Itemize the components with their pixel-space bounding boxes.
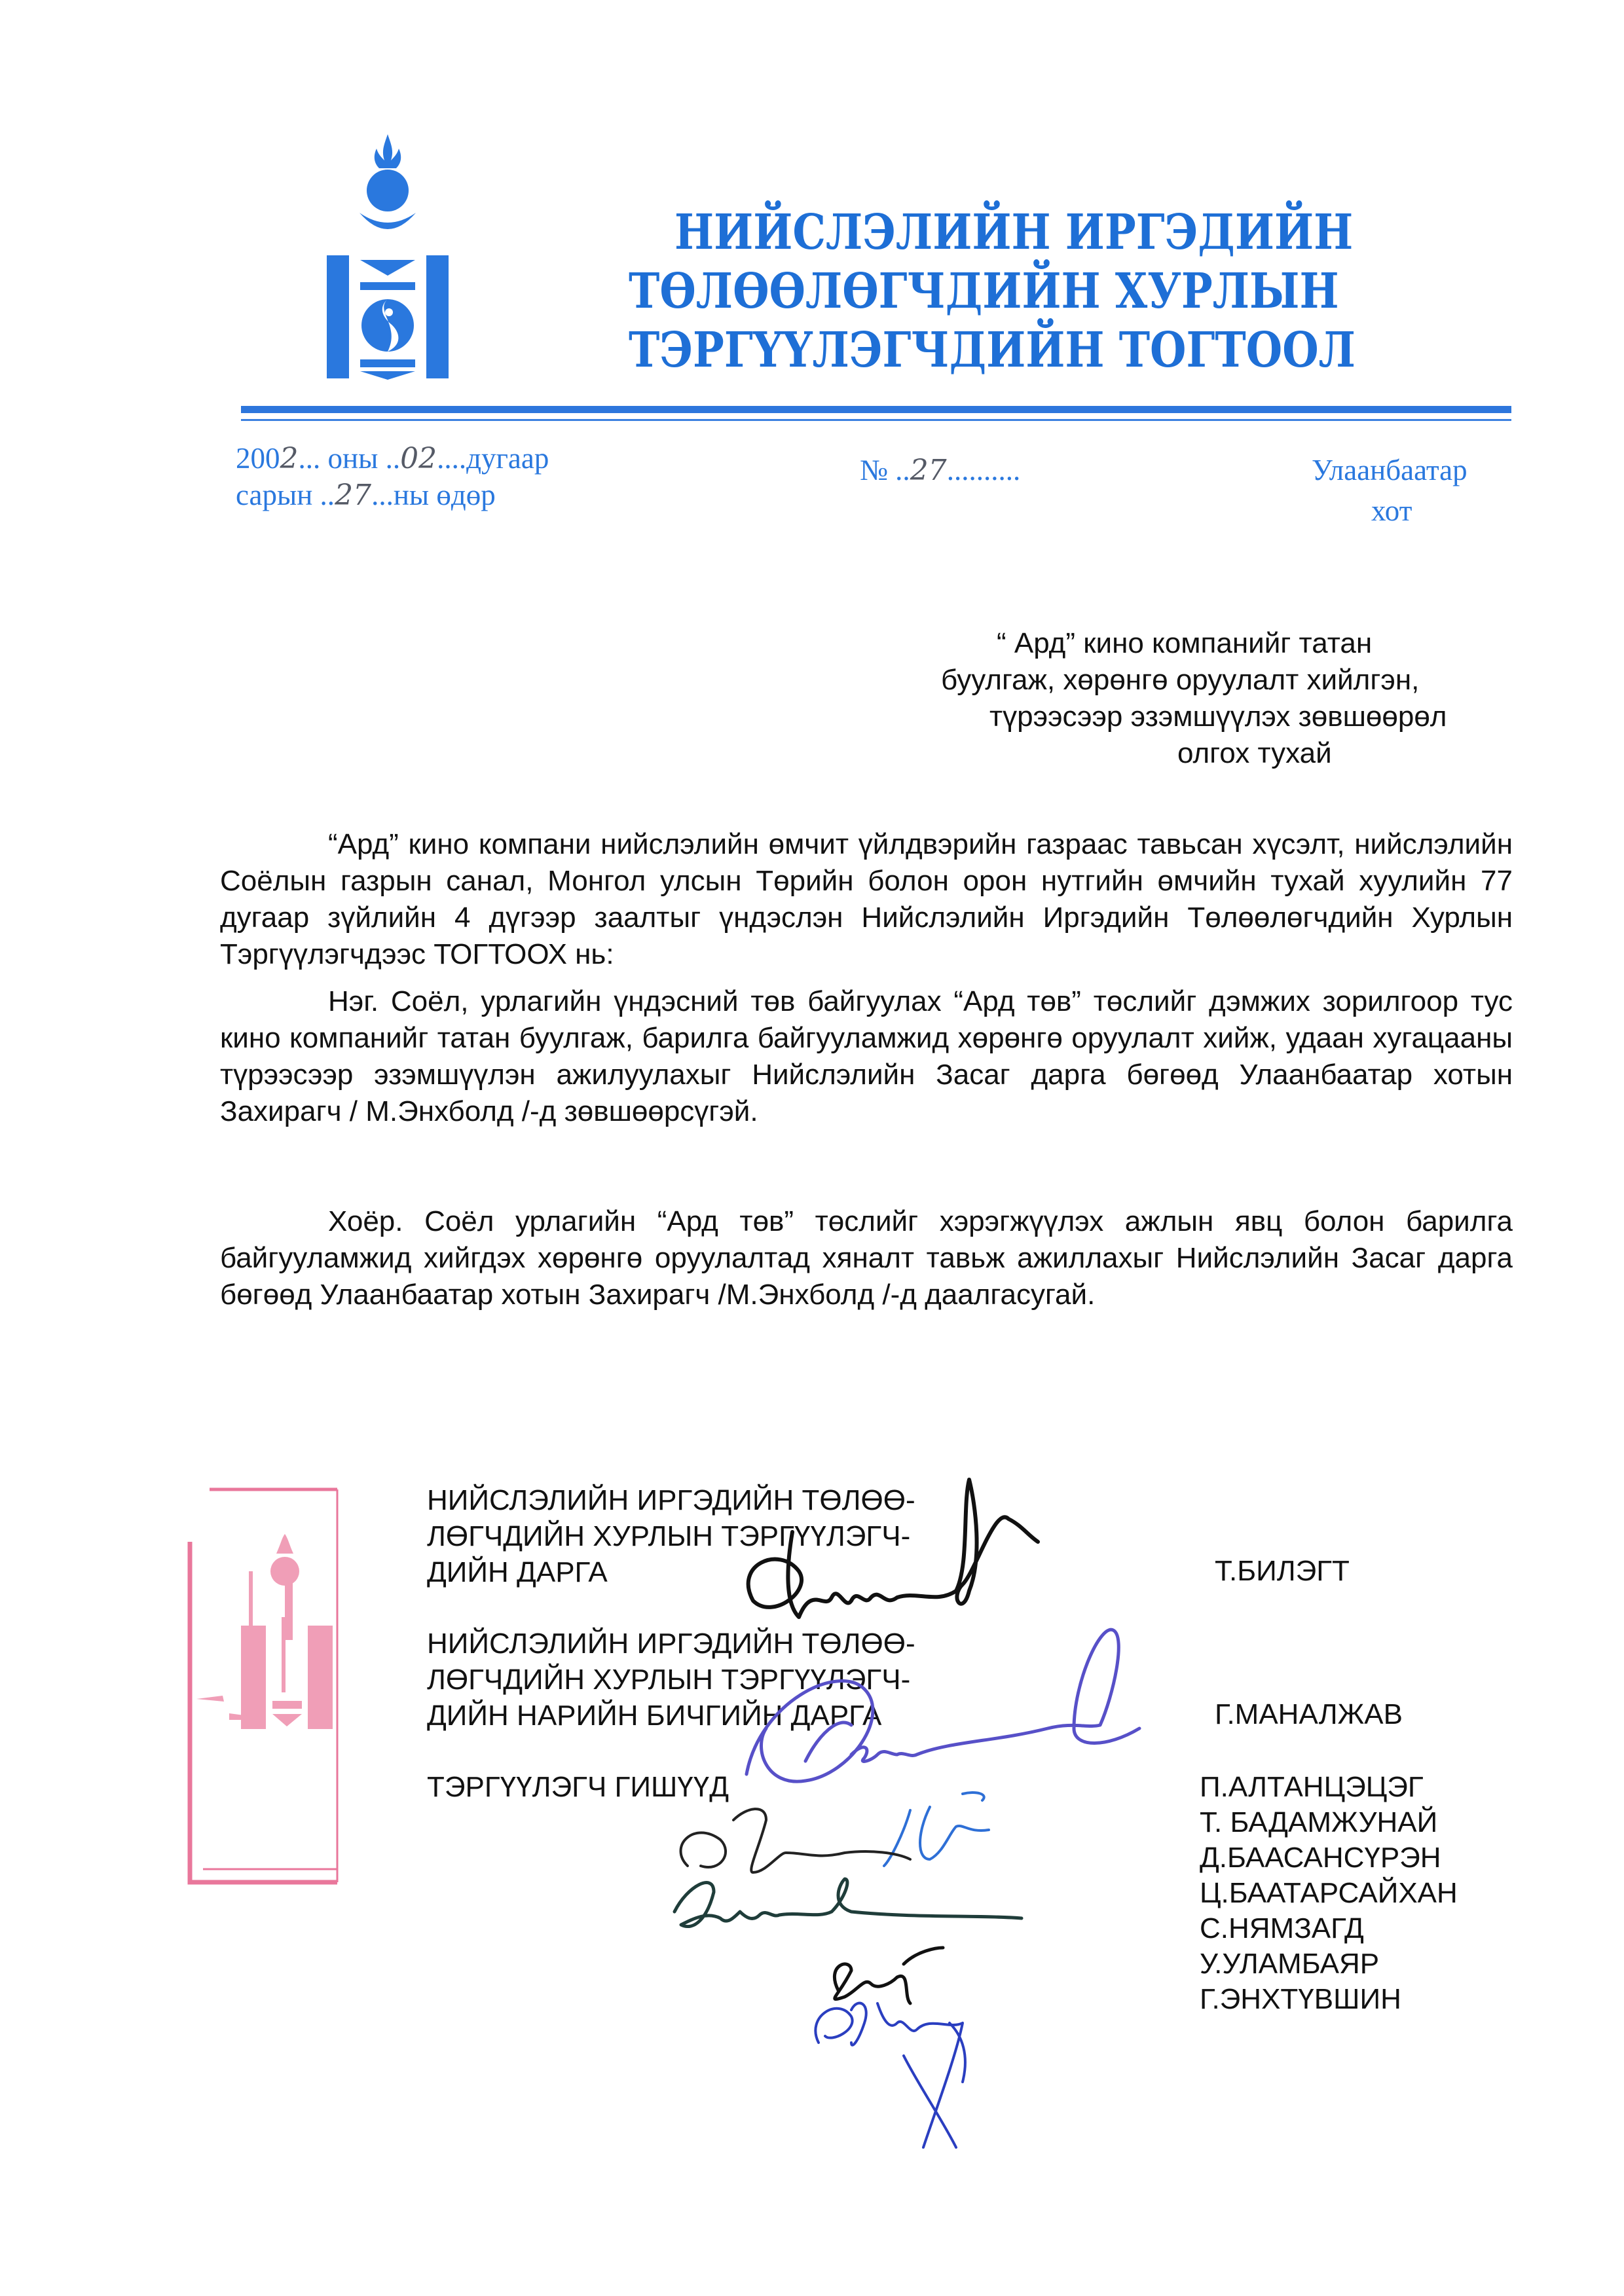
signature-member-3 <box>674 1879 1022 1927</box>
member-name: Г.ЭНХТҮВШИН <box>1200 1983 1401 2015</box>
chairman-name: Т.БИЛЭГТ <box>1215 1555 1350 1587</box>
letterhead-rule-thin <box>241 419 1511 421</box>
member-name: С.НЯМЗАГД <box>1200 1912 1364 1944</box>
year-prefix: 200 <box>236 442 280 475</box>
number-handwritten: 27 <box>910 454 947 487</box>
day-handwritten: 27 <box>335 479 372 512</box>
number-label: № .. <box>860 454 910 486</box>
resolution-item-one <box>220 983 1513 1130</box>
resolution-preamble <box>220 826 1513 973</box>
member-name: Ц.БААТАРСАЙХАН <box>1200 1877 1458 1909</box>
signature-member-4 <box>834 1948 943 2003</box>
month-suffix: ....дугаар <box>437 442 549 475</box>
year-suffix: ... оны .. <box>298 442 401 475</box>
member-name: Д.БААСАНСҮРЭН <box>1200 1842 1441 1874</box>
handwritten-signatures <box>655 1467 1572 2160</box>
item-one-text: Нэг. Соёл, урлагийн үндэсний төв байгуулах “Ард төв” төслийг дэмжих зорилгоор тус кино компанийг татан буулгаж, барилга байгууламжид хөрөнгө оруулалт хийж, удаан хугацааны түрээсээр эзэмшүүлэн ажилуулахыг Нийслэлийн Засаг дарга бөгөөд Улаанбаатар хотын Захирагч / М.Энхболд /-д зөвшөөрсүгэй. <box>220 985 1513 1127</box>
item-two-text: Хоёр. Соёл урлагийн “Ард төв” төслийг хэрэгжүүлэх ажлын явц болон барилга байгууламжид хийгдэх хөрөнгө оруулалтад хяналт тавьж ажиллахыг Нийслэлийн Засаг дарга бөгөөд Улаанбаатар хотын Захирагч /М.Энхболд /-д даалгасугай. <box>220 1205 1513 1311</box>
chairman-title-line: ЛӨГЧДИЙН ХУРЛЫН ТЭРГҮҮЛЭГЧ- <box>427 1520 911 1552</box>
day-prefix: сарын .. <box>236 479 335 511</box>
document-number <box>860 452 1020 489</box>
secretary-title-line: ЛӨГЧДИЙН ХУРЛЫН ТЭРГҮҮЛЭГЧ- <box>427 1664 911 1696</box>
subject-line-2: буулгаж, хөрөнгө оруулалт хийлгэн, <box>941 664 1420 696</box>
date-day <box>236 477 496 514</box>
chairman-title-line: НИЙСЛЭЛИЙН ИРГЭДИЙН ТӨЛӨӨ- <box>427 1484 915 1516</box>
month-handwritten: 02 <box>400 442 437 475</box>
member-name: П.АЛТАНЦЭЦЭГ <box>1200 1771 1424 1803</box>
signature-bilegt <box>748 1480 1038 1617</box>
secretary-name: Г.МАНАЛЖАВ <box>1215 1698 1403 1730</box>
letterhead-title-line-1: НИЙСЛЭЛИЙН ИРГЭДИЙН <box>674 204 1354 261</box>
number-dots: .......... <box>946 454 1021 486</box>
soyombo-emblem-icon <box>325 134 450 380</box>
subject-line-4: олгох тухай <box>1177 737 1332 769</box>
letterhead-title-line-2: ТӨЛӨӨЛӨГЧДИЙН ХУРЛЫН <box>629 263 1339 319</box>
member-name: У.УЛАМБАЯР <box>1200 1948 1380 1980</box>
resolution-item-two <box>220 1203 1513 1313</box>
signature-member-2 <box>681 1809 910 1872</box>
subject-line-1: “ Ард” кино компанийг татан <box>997 627 1373 659</box>
secretary-title-line: НИЙСЛЭЛИЙН ИРГЭДИЙН ТӨЛӨӨ- <box>427 1628 915 1660</box>
letterhead-title-line-3: ТЭРГҮҮЛЭГЧДИЙН ТОГТООЛ <box>629 322 1356 378</box>
secretary-title-line: ДИЙН НАРИЙН БИЧГИЙН ДАРГА <box>427 1700 882 1732</box>
city-name: Улаанбаатар <box>1312 454 1467 486</box>
day-suffix: ...ны өдөр <box>371 479 496 511</box>
signature-member-5 <box>815 2003 965 2147</box>
city-label: хот <box>1371 494 1412 527</box>
subject-line-3: түрээсээр эзэмшүүлэх зөвшөөрөл <box>989 701 1447 733</box>
preamble-text: “Ард” кино компани нийслэлийн өмчит үйлдвэрийн газраас тавьсан хүсэлт, нийслэлийн Соёлын газрын санал, Монгол улсын Төрийн болон орон нутгийн өмчийн тухай хуулийн 77 дугаар зүйлийн 4 дүгээр заалтыг үндэслэн Нийслэлийн Иргэдийн Төлөөлөгчдийн Хурлын Тэргүүлэгчдээс ТОГТООХ нь: <box>220 828 1513 970</box>
letterhead-rule-thick <box>241 406 1511 413</box>
member-name: Т. БАДАМЖУНАЙ <box>1200 1806 1438 1838</box>
chairman-title-line: ДИЙН ДАРГА <box>427 1556 608 1588</box>
signature-manaljav <box>747 1630 1139 1781</box>
year-handwritten: 2 <box>280 442 299 475</box>
date-year-month <box>236 440 549 477</box>
members-title: ТЭРГҮҮЛЭГЧ ГИШҮҮД <box>427 1771 729 1803</box>
